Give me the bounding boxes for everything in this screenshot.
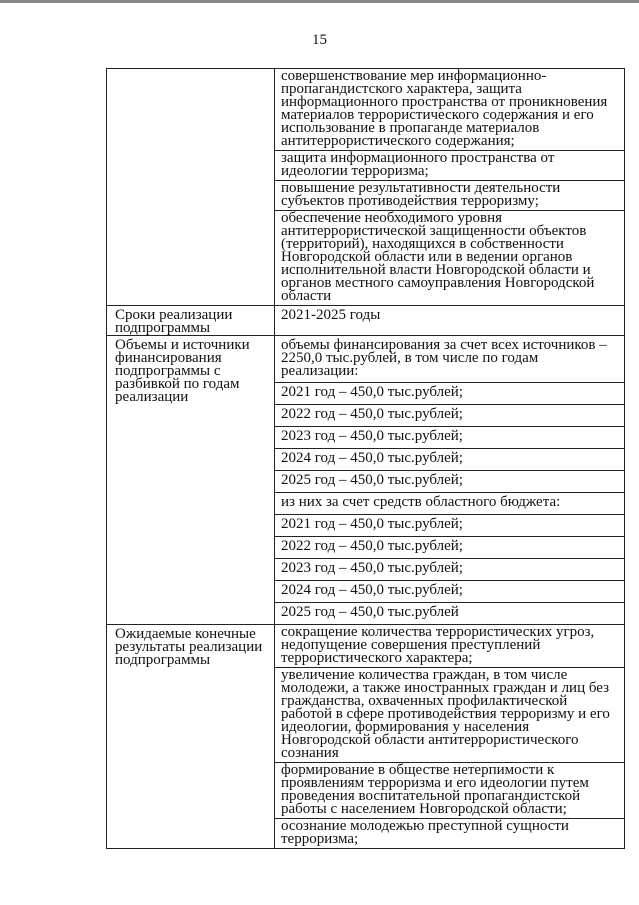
list-item: 2025 год – 450,0 тыс.рублей;: [275, 471, 624, 493]
list-item: 2024 год – 450,0 тыс.рублей;: [275, 581, 624, 603]
list-item: 2021 год – 450,0 тыс.рублей;: [275, 383, 624, 405]
list-item: объемы финансирования за счет всех источников – 2250,0 тыс.рублей, в том числе по годам реализации:: [275, 336, 624, 383]
row-content: [275, 306, 625, 336]
table-row: [107, 69, 625, 306]
list-item: из них за счет средств областного бюджета:: [275, 493, 624, 515]
passport-table: [106, 68, 625, 849]
list-item: 2025 год – 450,0 тыс.рублей: [281, 604, 459, 620]
list-item: совершенствование мер информационно-пропагандистского характера, защита информационного пространства от проникновения материалов террористического содержания и его использование в пропаганде материалов антитеррористического содержания;: [275, 69, 624, 151]
list-item: осознание молодежью преступной сущности терроризма;: [281, 818, 569, 847]
table-row: [107, 625, 625, 849]
list-item: 2021 год – 450,0 тыс.рублей;: [275, 515, 624, 537]
list-item: сокращение количества террористических угроз, недопущение совершения преступлений террористического характера;: [275, 625, 624, 668]
list-item: защита информационного пространства от идеологии терроризма;: [275, 151, 624, 181]
list-item: 2022 год – 450,0 тыс.рублей;: [275, 537, 624, 559]
scan-edge-line: [0, 0, 639, 3]
list-item: повышение результативности деятельности субъектов противодействия терроризму;: [275, 181, 624, 211]
list-item: увеличение количества граждан, в том числе молодежи, а также иностранных граждан и лиц без гражданства, охваченных профилактической работой в сфере противодействия терроризму и его идеологии, формирования у населения Новгородской области антитеррористического сознания: [275, 668, 624, 763]
table-row: [107, 306, 625, 336]
list-item: 2023 год – 450,0 тыс.рублей;: [275, 427, 624, 449]
list-item: формирование в обществе нетерпимости к проявлениям терроризма и его идеологии путем проведения воспитательной пропагандистской работы с населением Новгородской области;: [275, 763, 624, 819]
row-label: Сроки реализации подпрограммы: [107, 306, 275, 336]
list-item: 2024 год – 450,0 тыс.рублей;: [275, 449, 624, 471]
list-item: обеспечение необходимого уровня антитеррористической защищенности объектов (территорий), находящихся в собственности Новгородской области или в ведении органов исполнительной власти Новгородской области и органов местного самоуправления Новгородской области: [281, 210, 595, 304]
row-content: [275, 336, 625, 625]
list-item: 2021-2025 годы: [281, 307, 381, 323]
table-row: [107, 336, 625, 625]
list-item: 2023 год – 450,0 тыс.рублей;: [275, 559, 624, 581]
row-label: Объемы и источники финансирования подпрограммы с разбивкой по годам реализации: [107, 336, 275, 625]
page-number: 15: [312, 32, 327, 48]
row-label: [107, 69, 275, 306]
row-label: Ожидаемые конечные результаты реализации подпрограммы: [107, 625, 275, 849]
list-item: 2022 год – 450,0 тыс.рублей;: [275, 405, 624, 427]
row-content: [275, 625, 625, 849]
row-content: [275, 69, 625, 306]
